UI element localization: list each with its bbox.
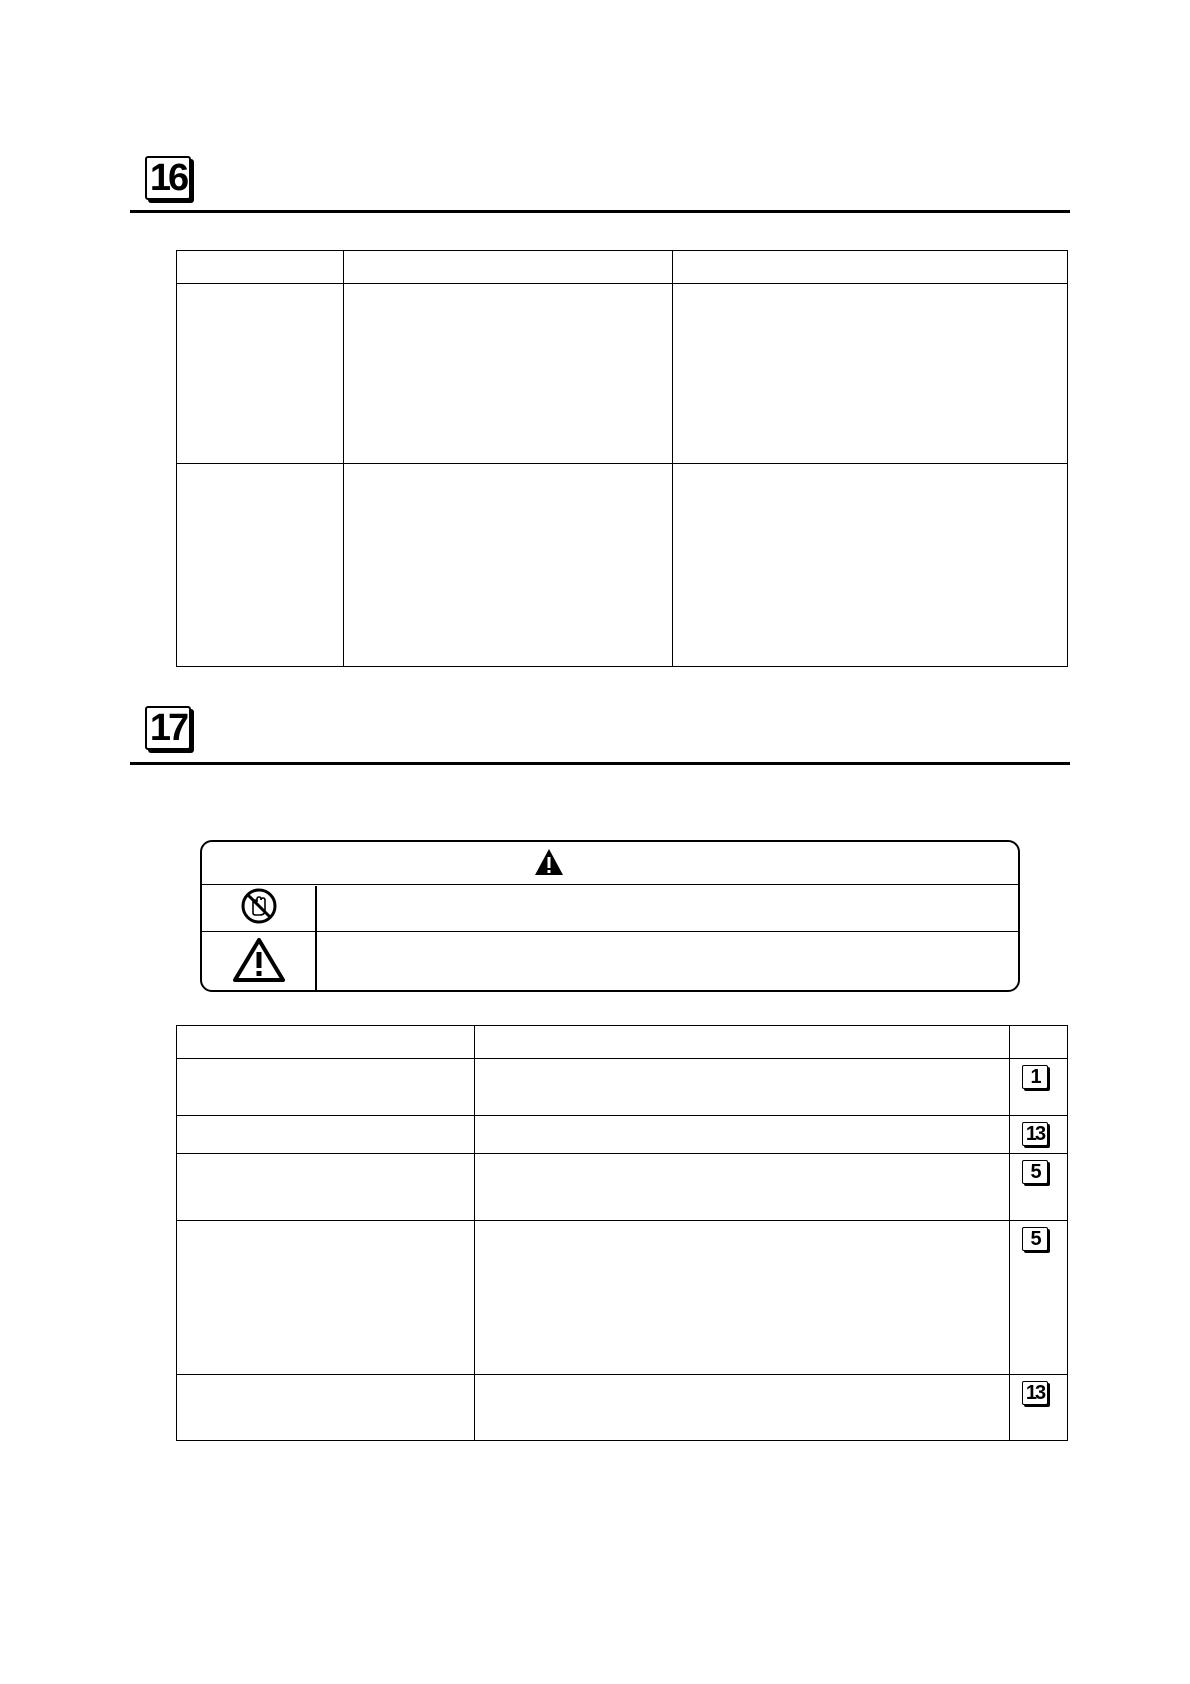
table-row (177, 1221, 1068, 1375)
table-17-cell (177, 1059, 475, 1116)
reference-badge[interactable]: 5 (1022, 1160, 1048, 1184)
section-17-number: 17 (149, 707, 187, 749)
table-17-header-cell (177, 1026, 475, 1059)
table-16-row (177, 284, 1068, 464)
table-17-cell (177, 1375, 475, 1441)
table-16 (176, 250, 1068, 667)
table-16-header-cell (673, 251, 1068, 284)
table-16-row (177, 464, 1068, 667)
caution-text (322, 932, 1008, 992)
caution-header (202, 842, 1018, 885)
table-17-cell (177, 1154, 475, 1221)
warning-triangle-icon (232, 937, 286, 988)
reference-badge[interactable]: 1 (1022, 1065, 1048, 1089)
caution-text (322, 885, 1008, 931)
table-17-cell (475, 1221, 1010, 1375)
no-touch-hand-icon (240, 887, 278, 930)
table-17-cell (475, 1375, 1010, 1441)
table-17-cell (177, 1116, 475, 1154)
caution-divider (315, 886, 317, 992)
table-17-header-cell (1010, 1026, 1068, 1059)
table-16-cell (177, 284, 344, 464)
table-row (177, 1059, 1068, 1116)
table-16-header-row (177, 251, 1068, 284)
section-17-rule (130, 762, 1070, 765)
section-17-number-badge (145, 706, 191, 750)
table-17-cell (475, 1059, 1010, 1116)
table-17 (176, 1025, 1068, 1441)
reference-badge[interactable]: 5 (1022, 1227, 1048, 1251)
table-17-header-row (177, 1026, 1068, 1059)
table-row (177, 1116, 1068, 1154)
reference-badge[interactable]: 13 (1022, 1381, 1048, 1405)
section-16-rule (130, 210, 1070, 213)
caution-row (202, 932, 1018, 992)
table-row (177, 1375, 1068, 1441)
table-17-cell (177, 1221, 475, 1375)
section-16-number: 16 (149, 157, 187, 199)
section-16-number-badge (145, 156, 191, 200)
table-17-cell (475, 1116, 1010, 1154)
table-17-header-cell (475, 1026, 1010, 1059)
caution-row (202, 885, 1018, 932)
caution-box (200, 840, 1020, 992)
table-16-header-cell (344, 251, 673, 284)
reference-badge[interactable]: 13 (1022, 1122, 1048, 1146)
table-16-cell (673, 284, 1068, 464)
table-16-header-cell (177, 251, 344, 284)
table-row (177, 1154, 1068, 1221)
table-16-cell (344, 284, 673, 464)
warning-triangle-icon (534, 848, 564, 876)
table-16-cell (344, 464, 673, 667)
table-16-cell (177, 464, 344, 667)
table-16-cell (673, 464, 1068, 667)
table-17-cell (475, 1154, 1010, 1221)
